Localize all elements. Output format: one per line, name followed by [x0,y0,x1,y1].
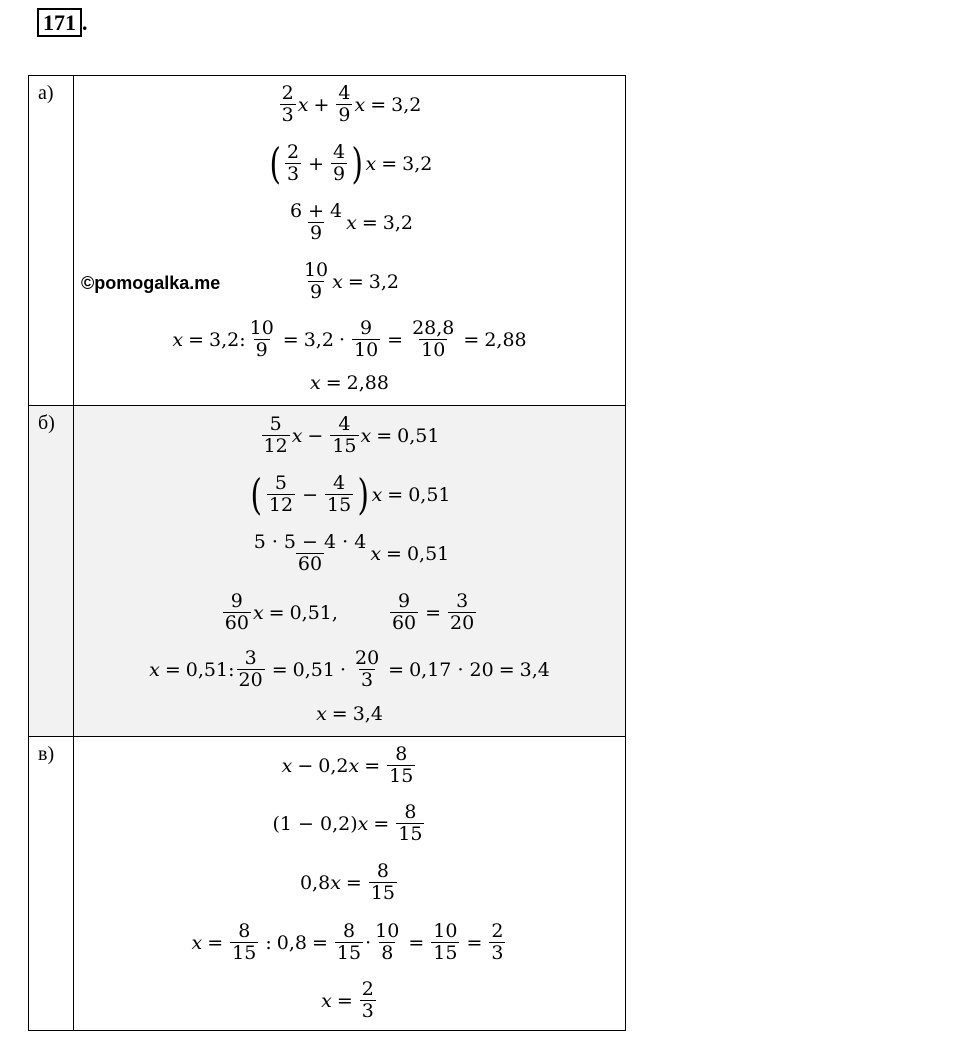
frac-num: 2 [361,978,374,1001]
frac-num: 28,8 [412,317,455,340]
part-b-line-2: ( $\frac{5}{12}$ − $\frac{4}{15}$ ) x = 0,51 [250,470,451,519]
part-c-row [29,737,626,1031]
value: 0,51 [185,659,229,681]
part-c-line-3: 0,8 x = $\frac{8}{15}$ [299,860,396,904]
solution-table [28,75,626,1031]
frac-num: 9 [360,317,373,340]
frac-den: 3 [287,163,300,185]
problem-number-box: 171 [37,8,82,37]
result-value: 3,4 [519,659,550,681]
value: 0,51 [292,659,335,681]
frac-den: 9 [310,281,323,303]
watermark: ©pomogalka.me [81,273,221,293]
part-c-line-2: (1 − 0,2) x = $\frac{8}{15}$ [272,801,423,845]
part-c-line-4: x = $\frac{8}{15}$ : 0,8 = $\frac{8}{15}$ · $\frac{10}{8}$ = $\frac{10}{15}$ = $\frac{2}{3}$ [191,920,504,964]
frac-num: 8 [238,920,251,943]
frac-num: 4 [333,472,346,495]
frac-den: 60 [391,612,417,634]
part-a-label: а) [29,76,74,406]
frac-num: 5 [274,472,288,495]
value: 3,2 [303,329,334,351]
rhs-value: 3,2 [368,271,400,293]
value: 0,17 · 20 [409,659,494,681]
frac-den: 15 [336,942,362,964]
part-b-label: б) [29,406,74,737]
frac-den: 10 [421,339,446,361]
frac-num: 5 · 5 − 4 · 4 [253,531,367,554]
part-a-line-4: $\frac{10}{9}$ x = 3,2 [303,259,400,303]
value: (1 − 0,2) [272,813,358,835]
part-b-line-1: $\frac{5}{12}$ x − $\frac{4}{15}$ x = 0,51 [263,413,440,457]
result-value: 2,88 [484,329,527,351]
frac-den: 12 [263,435,288,457]
frac-den: 15 [332,435,357,457]
part-a-line-1: $\frac{2}{3}$ x + $\frac{4}{9}$ x = 3,2 [281,82,422,126]
frac-num: 5 [269,413,282,436]
value: 0,8 [299,872,331,894]
part-a-line-6: x = 2,88 [310,372,389,394]
rhs-value: 3,2 [382,212,414,234]
frac-den: 10 [353,339,379,361]
part-a-work [74,76,626,406]
problem-number-dot: . [82,10,88,35]
rhs-value: 0,51 [406,543,450,565]
frac-num: 20 [354,647,380,670]
rhs-value: 3,2 [402,153,433,175]
part-c-work [74,737,626,1031]
part-c-line-1: x − 0,2 x = $\frac{8}{15}$ [281,743,414,787]
part-c-line-5: x = $\frac{2}{3}$ [321,978,374,1022]
part-b-work [74,406,626,737]
frac-den: 3 [491,942,504,964]
rhs-value: 0,51 [408,484,451,506]
frac-num: 9 [230,590,243,613]
frac-den: 9 [255,339,268,361]
frac-num: 2 [281,82,294,105]
frac-den: 3 [361,669,374,691]
part-b-line-5: x = 0,51 : $\frac{3}{20}$ = 0,51 · $\frac{20}{3}$ = 0,17 · 20 = 3,4 [149,647,550,691]
frac-den: 20 [238,669,263,691]
frac-den: 15 [398,823,423,845]
frac-den: 15 [433,942,458,964]
frac-den: 15 [326,494,352,516]
frac-den: 3 [281,104,294,126]
frac-num: 10 [433,920,458,943]
part-b-line-6: x = 3,4 [316,703,383,725]
frac-num: 2 [287,141,300,164]
part-c-label: в) [29,737,74,1031]
frac-den: 8 [381,942,394,964]
part-b-line-4: $\frac{9}{60}$ x = 0,51, $\frac{9}{60}$ = $\frac{3}{20}$ [224,590,475,634]
frac-den: 20 [450,612,475,634]
frac-num: 9 [397,590,411,613]
frac-den: 60 [224,612,249,634]
value: 0,2 [318,755,349,777]
frac-den: 3 [361,1000,374,1022]
frac-num: 10 [303,259,329,282]
value: 0,8 [276,932,307,954]
part-a-line-2: ( $\frac{2}{3}$ + $\frac{4}{9}$ ) x = 3,2 [269,139,433,188]
frac-den: 9 [333,163,346,185]
rhs-value: 3,2 [391,94,422,116]
frac-num: 8 [404,801,417,824]
answer-value: 3,4 [352,703,383,725]
frac-num: 2 [491,920,504,943]
value: 3,2 [208,329,240,351]
frac-den: 9 [310,222,323,244]
frac-num: 3 [456,590,469,613]
rhs-value: 0,51, [289,602,338,624]
frac-num: 8 [376,860,389,883]
frac-num: 4 [338,413,351,436]
frac-den: 60 [297,553,323,575]
part-a-line-5: x = 3,2 : $\frac{10}{9}$ = 3,2 · $\frac{9}{10}$ = $\frac{28,8}{10}$ = 2,88 [172,317,527,361]
part-b-row [29,406,626,737]
problem-number [37,8,88,37]
part-a-line-3: $\frac{6 + 4}{9}$ x = 3,2 [289,200,414,244]
part-a-row [29,76,626,406]
frac-den: 12 [268,494,294,516]
frac-num: 3 [244,647,257,670]
frac-den: 9 [338,104,351,126]
frac-num: 10 [249,317,274,340]
answer-value: 2,88 [346,372,389,394]
frac-num: 6 + 4 [289,200,343,223]
frac-num: 8 [342,920,356,943]
frac-num: 4 [338,82,351,105]
rhs-value: 0,51 [397,425,440,447]
frac-num: 10 [375,920,400,943]
frac-den: 15 [232,942,257,964]
part-b-line-3: $\frac{5 \cdot 5 - 4 \cdot 4}{60}$ x = 0,51 [253,531,450,575]
frac-den: 15 [370,882,396,904]
frac-den: 15 [389,765,414,787]
frac-num: 4 [333,141,346,164]
frac-num: 8 [395,743,408,766]
